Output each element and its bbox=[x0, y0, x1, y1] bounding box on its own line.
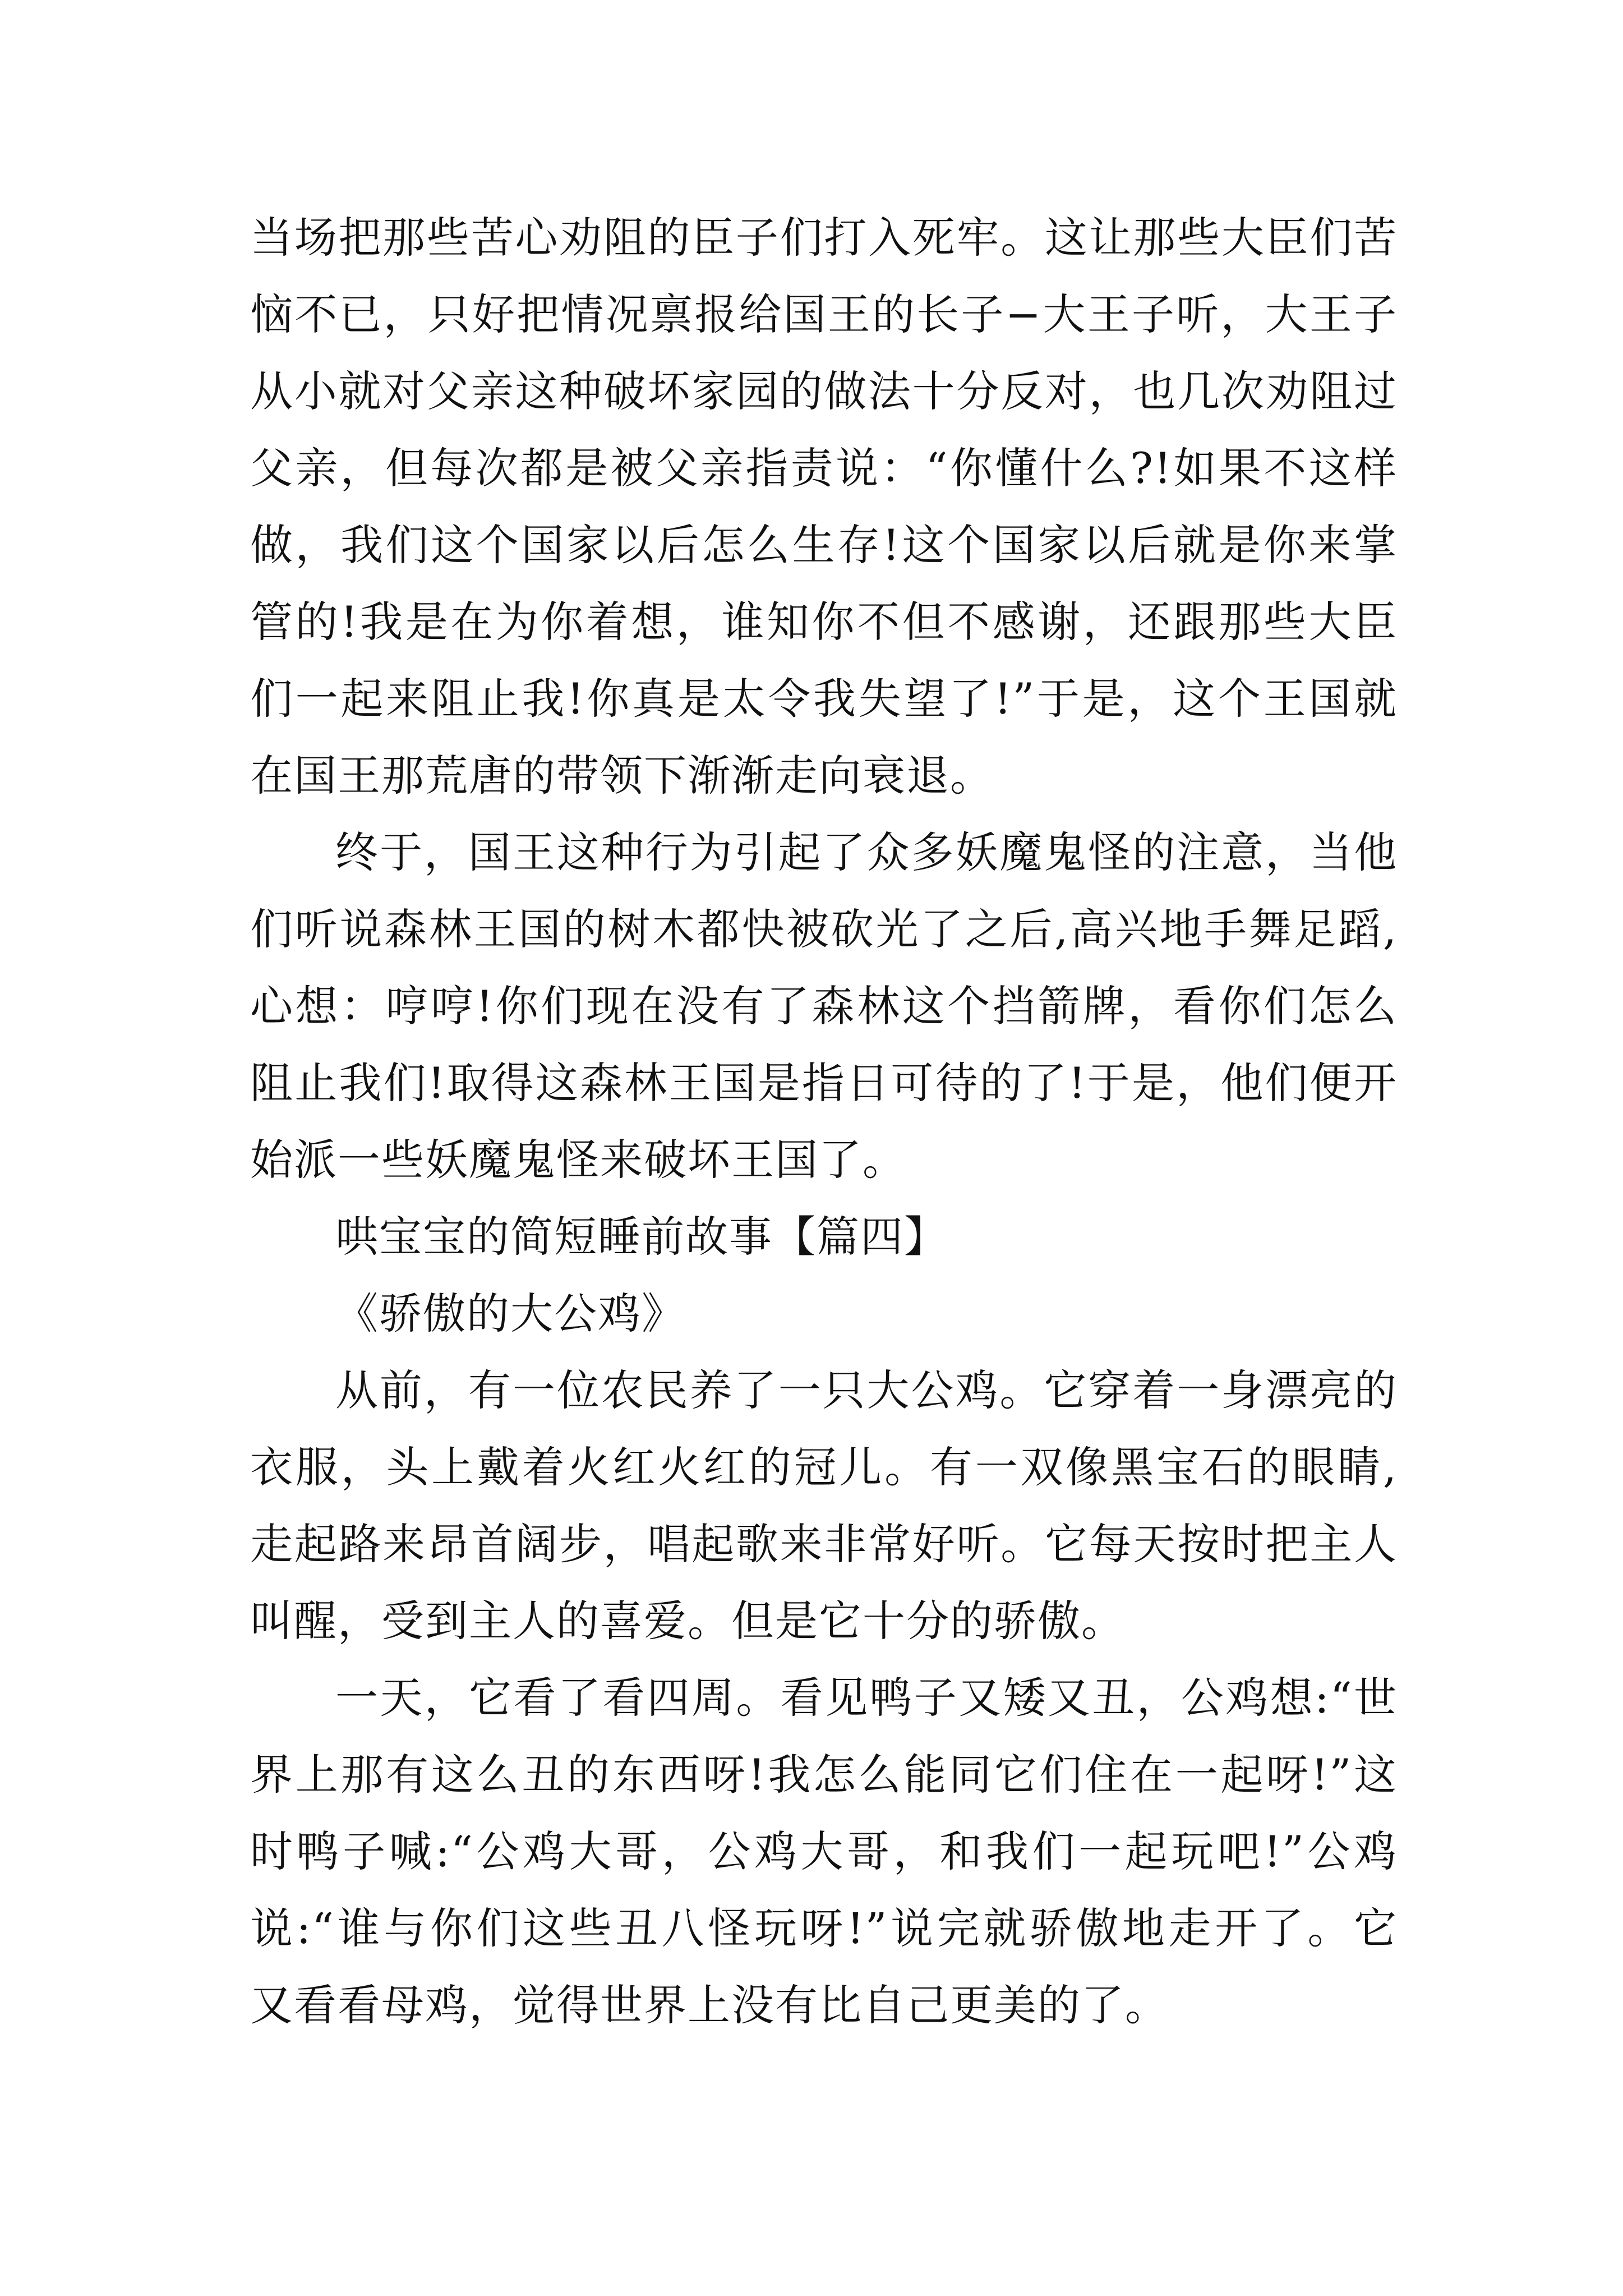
text-line: 心想：哼哼!你们现在没有了森林这个挡箭牌，看你们怎么 bbox=[250, 981, 1398, 1031]
text-line: 阻止我们!取得这森林王国是指日可待的了!于是，他们便开 bbox=[250, 1058, 1398, 1108]
text-line: 叫醒，受到主人的喜爱。但是它十分的骄傲。 bbox=[250, 1596, 1125, 1646]
text-line: 管的!我是在为你着想，谁知你不但不感谢，还跟那些大臣 bbox=[250, 597, 1398, 647]
text-line: 从小就对父亲这种破坏家园的做法十分反对，也几次劝阻过 bbox=[250, 366, 1398, 416]
text-line: 在国王那荒唐的带领下渐渐走向衰退。 bbox=[250, 751, 994, 800]
text-line: 说:“谁与你们这些丑八怪玩呀!”说完就骄傲地走开了。它 bbox=[250, 1903, 1398, 1953]
text-line: 衣服，头上戴着火红火红的冠儿。有一双像黑宝石的眼睛, bbox=[250, 1442, 1398, 1492]
text-line: 又看看母鸡，觉得世界上没有比自己更美的了。 bbox=[250, 1980, 1169, 2030]
text-line: 当场把那些苦心劝阻的臣子们打入死牢。这让那些大臣们苦 bbox=[250, 213, 1398, 263]
section-heading: 哄宝宝的简短睡前故事【篇四】 bbox=[335, 1212, 948, 1262]
text-line: 做，我们这个国家以后怎么生存!这个国家以后就是你来掌 bbox=[250, 520, 1398, 570]
text-line: 恼不已，只好把情况禀报给国王的长子−大王子听，大王子 bbox=[250, 289, 1398, 339]
text-line: 一天，它看了看四周。看见鸭子又矮又丑，公鸡想:“世 bbox=[335, 1673, 1398, 1723]
text-line: 走起路来昂首阔步，唱起歌来非常好听。它每天按时把主人 bbox=[250, 1519, 1398, 1569]
text-line: 们一起来阻止我!你真是太令我失望了!”于是，这个王国就 bbox=[250, 674, 1398, 724]
text-line: 从前，有一位农民养了一只大公鸡。它穿着一身漂亮的 bbox=[335, 1365, 1398, 1415]
text-line: 界上那有这么丑的东西呀!我怎么能同它们住在一起呀!”这 bbox=[250, 1750, 1398, 1800]
text-line: 时鸭子喊:“公鸡大哥，公鸡大哥，和我们一起玩吧!”公鸡 bbox=[250, 1826, 1398, 1876]
story-title: 《骄傲的大公鸡》 bbox=[335, 1289, 685, 1338]
text-line: 终于，国王这种行为引起了众多妖魔鬼怪的注意，当他 bbox=[335, 827, 1398, 877]
text-line: 始派一些妖魔鬼怪来破坏王国了。 bbox=[250, 1135, 906, 1185]
text-line: 们听说森林王国的树木都快被砍光了之后,高兴地手舞足蹈, bbox=[250, 904, 1398, 954]
text-line: 父亲，但每次都是被父亲指责说：“你懂什么?!如果不这样 bbox=[250, 443, 1398, 493]
body-text bbox=[250, 199, 1398, 2044]
